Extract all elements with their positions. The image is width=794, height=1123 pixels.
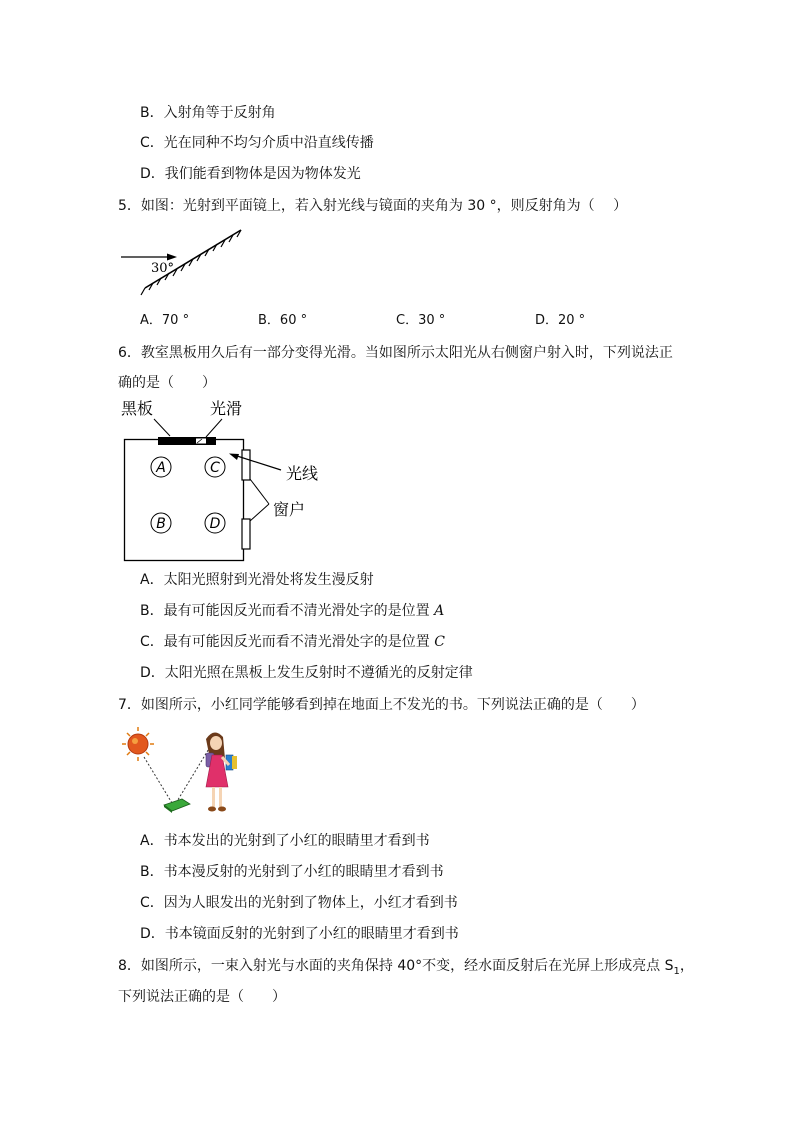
girl-icon — [206, 732, 237, 811]
q4-option-c: C．光在同种不均匀介质中沿直线传播 — [140, 135, 374, 151]
q6-option-a: A．太阳光照射到光滑处将发生漫反射 — [140, 572, 374, 588]
q6-stem-line1: 6．教室黑板用久后有一部分变得光滑。当如图所示太阳光从右侧窗户射入时，下列说法正 — [118, 345, 673, 361]
q7-option-c: C．因为人眼发出的光射到了物体上，小红才看到书 — [140, 895, 458, 911]
q5-option-c: C．30 ° — [396, 313, 446, 328]
position-d: D — [209, 516, 221, 532]
q6-option-d: D．太阳光照在黑板上发生反射时不遵循光的反射定律 — [140, 665, 473, 681]
q5-mirror-figure — [115, 225, 250, 297]
q7-option-a: A．书本发出的光射到了小红的眼睛里才看到书 — [140, 833, 430, 849]
q8-stem-line2: 下列说法正确的是（ ） — [118, 989, 286, 1005]
q7-girl-book-figure — [122, 725, 246, 820]
light-label: 光线 — [286, 464, 319, 483]
q5-option-a: A．70 ° — [140, 313, 190, 328]
position-c: C — [210, 460, 220, 476]
position-b: B — [156, 516, 166, 532]
smooth-label: 光滑 — [210, 399, 243, 418]
q5-stem: 5．如图：光射到平面镜上，若入射光线与镜面的夹角为 30 °，则反射角为（ ） — [118, 198, 628, 214]
q4-option-d: D．我们能看到物体是因为物体发光 — [140, 166, 361, 182]
q7-stem: 7．如图所示，小红同学能够看到掉在地面上不发光的书。下列说法正确的是（ ） — [118, 697, 645, 713]
q7-option-d: D．书本镜面反射的光射到了小红的眼睛里才看到书 — [140, 926, 459, 942]
window-label: 窗户 — [273, 500, 306, 519]
q4-option-b: B．入射角等于反射角 — [140, 105, 276, 121]
q6-option-c: C．最有可能因反光而看不清光滑处字的是位置 C — [140, 634, 445, 650]
q6-stem-line2: 确的是（ ） — [118, 375, 216, 391]
q5-option-b: B．60 ° — [258, 313, 308, 328]
q5-angle-label: 30° — [151, 261, 175, 276]
blackboard-label: 黑板 — [121, 399, 154, 418]
position-a: A — [156, 460, 166, 476]
book-icon — [164, 799, 190, 813]
q6-classroom-figure — [118, 395, 333, 565]
sun-icon — [122, 727, 154, 761]
q6-option-b: B．最有可能因反光而看不清光滑处字的是位置 A — [140, 603, 445, 619]
q8-stem-line1: 8．如图所示，一束入射光与水面的夹角保持 40°不变，经水面反射后在光屏上形成亮点 $S_1$， — [118, 958, 694, 977]
q7-option-b: B．书本漫反射的光射到了小红的眼睛里才看到书 — [140, 864, 444, 880]
q5-option-d: D．20 ° — [535, 313, 586, 328]
